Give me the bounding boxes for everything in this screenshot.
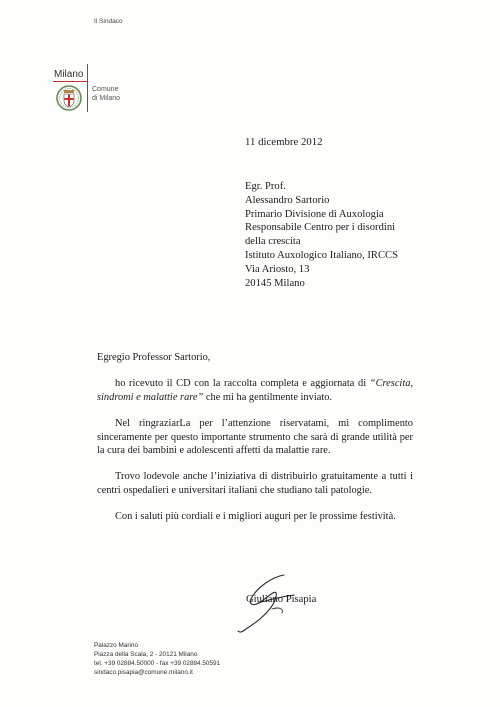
- addressee-line: Egr. Prof.: [245, 181, 286, 192]
- signatory-name: Giuliano Pisapia: [246, 594, 317, 605]
- paragraph-1-text-start: ho ricevuto il CD con la raccolta completa e aggiornata di: [115, 378, 370, 390]
- logo-rule-vertical: [87, 64, 88, 112]
- addressee-block: [245, 180, 398, 290]
- office-label: Il Sindaco: [94, 18, 123, 25]
- paragraph-3: Trovo lodevole anche l’iniziativa di distribuirlo gratuitamente a tutti i centri ospedalieri e universitari italiani che studiano tali patologie.: [97, 471, 413, 496]
- logo-comune-line-2: di Milano: [92, 95, 121, 102]
- footer-contact: [94, 641, 220, 677]
- footer-line: Palazzo Marino: [94, 642, 139, 649]
- addressee-line: 20145 Milano: [245, 277, 305, 289]
- addressee-line: Primario Divisione di Auxologia: [245, 208, 384, 220]
- footer-line: sindaco.pisapia@comune.milano.it: [94, 669, 193, 676]
- addressee-line: Responsabile Centro per i disordini: [245, 222, 396, 234]
- logo-rule-horizontal: [53, 81, 87, 82]
- logo-comune-line-1: Comune: [92, 86, 119, 93]
- footer-line: tel. +39 02884.50000 - fax +39 02884.50591: [94, 660, 221, 667]
- cd-title: “Crescita, sindromi e malattie rare”: [97, 378, 413, 403]
- paragraph-2: Nel ringraziarLa per l’attenzione riservatami, mi complimento sinceramente per questo importante strumento che sarà di grande utilità per la cura dei bambini e adolescenti affetti da malattie rare.: [97, 418, 413, 457]
- letter-body: [97, 351, 413, 524]
- logo-city-name: Milano: [54, 69, 84, 80]
- footer-line: Piazza della Scala, 2 - 20121 Milano: [94, 651, 198, 658]
- paragraph-4: Con i saluti più cordiali e i migliori auguri per le prossime festività.: [115, 511, 396, 523]
- addressee-line: Istituto Auxologico Italiano, IRCCS: [245, 249, 399, 261]
- addressee-line: Alessandro Sartorio: [245, 194, 330, 206]
- letter-date: 11 dicembre 2012: [245, 136, 323, 148]
- municipality-logo: [53, 64, 133, 114]
- logo-comune-text: [92, 85, 120, 103]
- paragraph-1: [97, 377, 413, 404]
- addressee-line: Via Ariosto, 13: [245, 263, 310, 275]
- salutation: Egregio Professor Sartorio,: [97, 352, 211, 363]
- addressee-line: della crescita: [245, 236, 301, 248]
- milan-crest-icon: [55, 85, 83, 112]
- paragraph-1-text-end: che mi ha gentilmente inviato.: [203, 391, 333, 403]
